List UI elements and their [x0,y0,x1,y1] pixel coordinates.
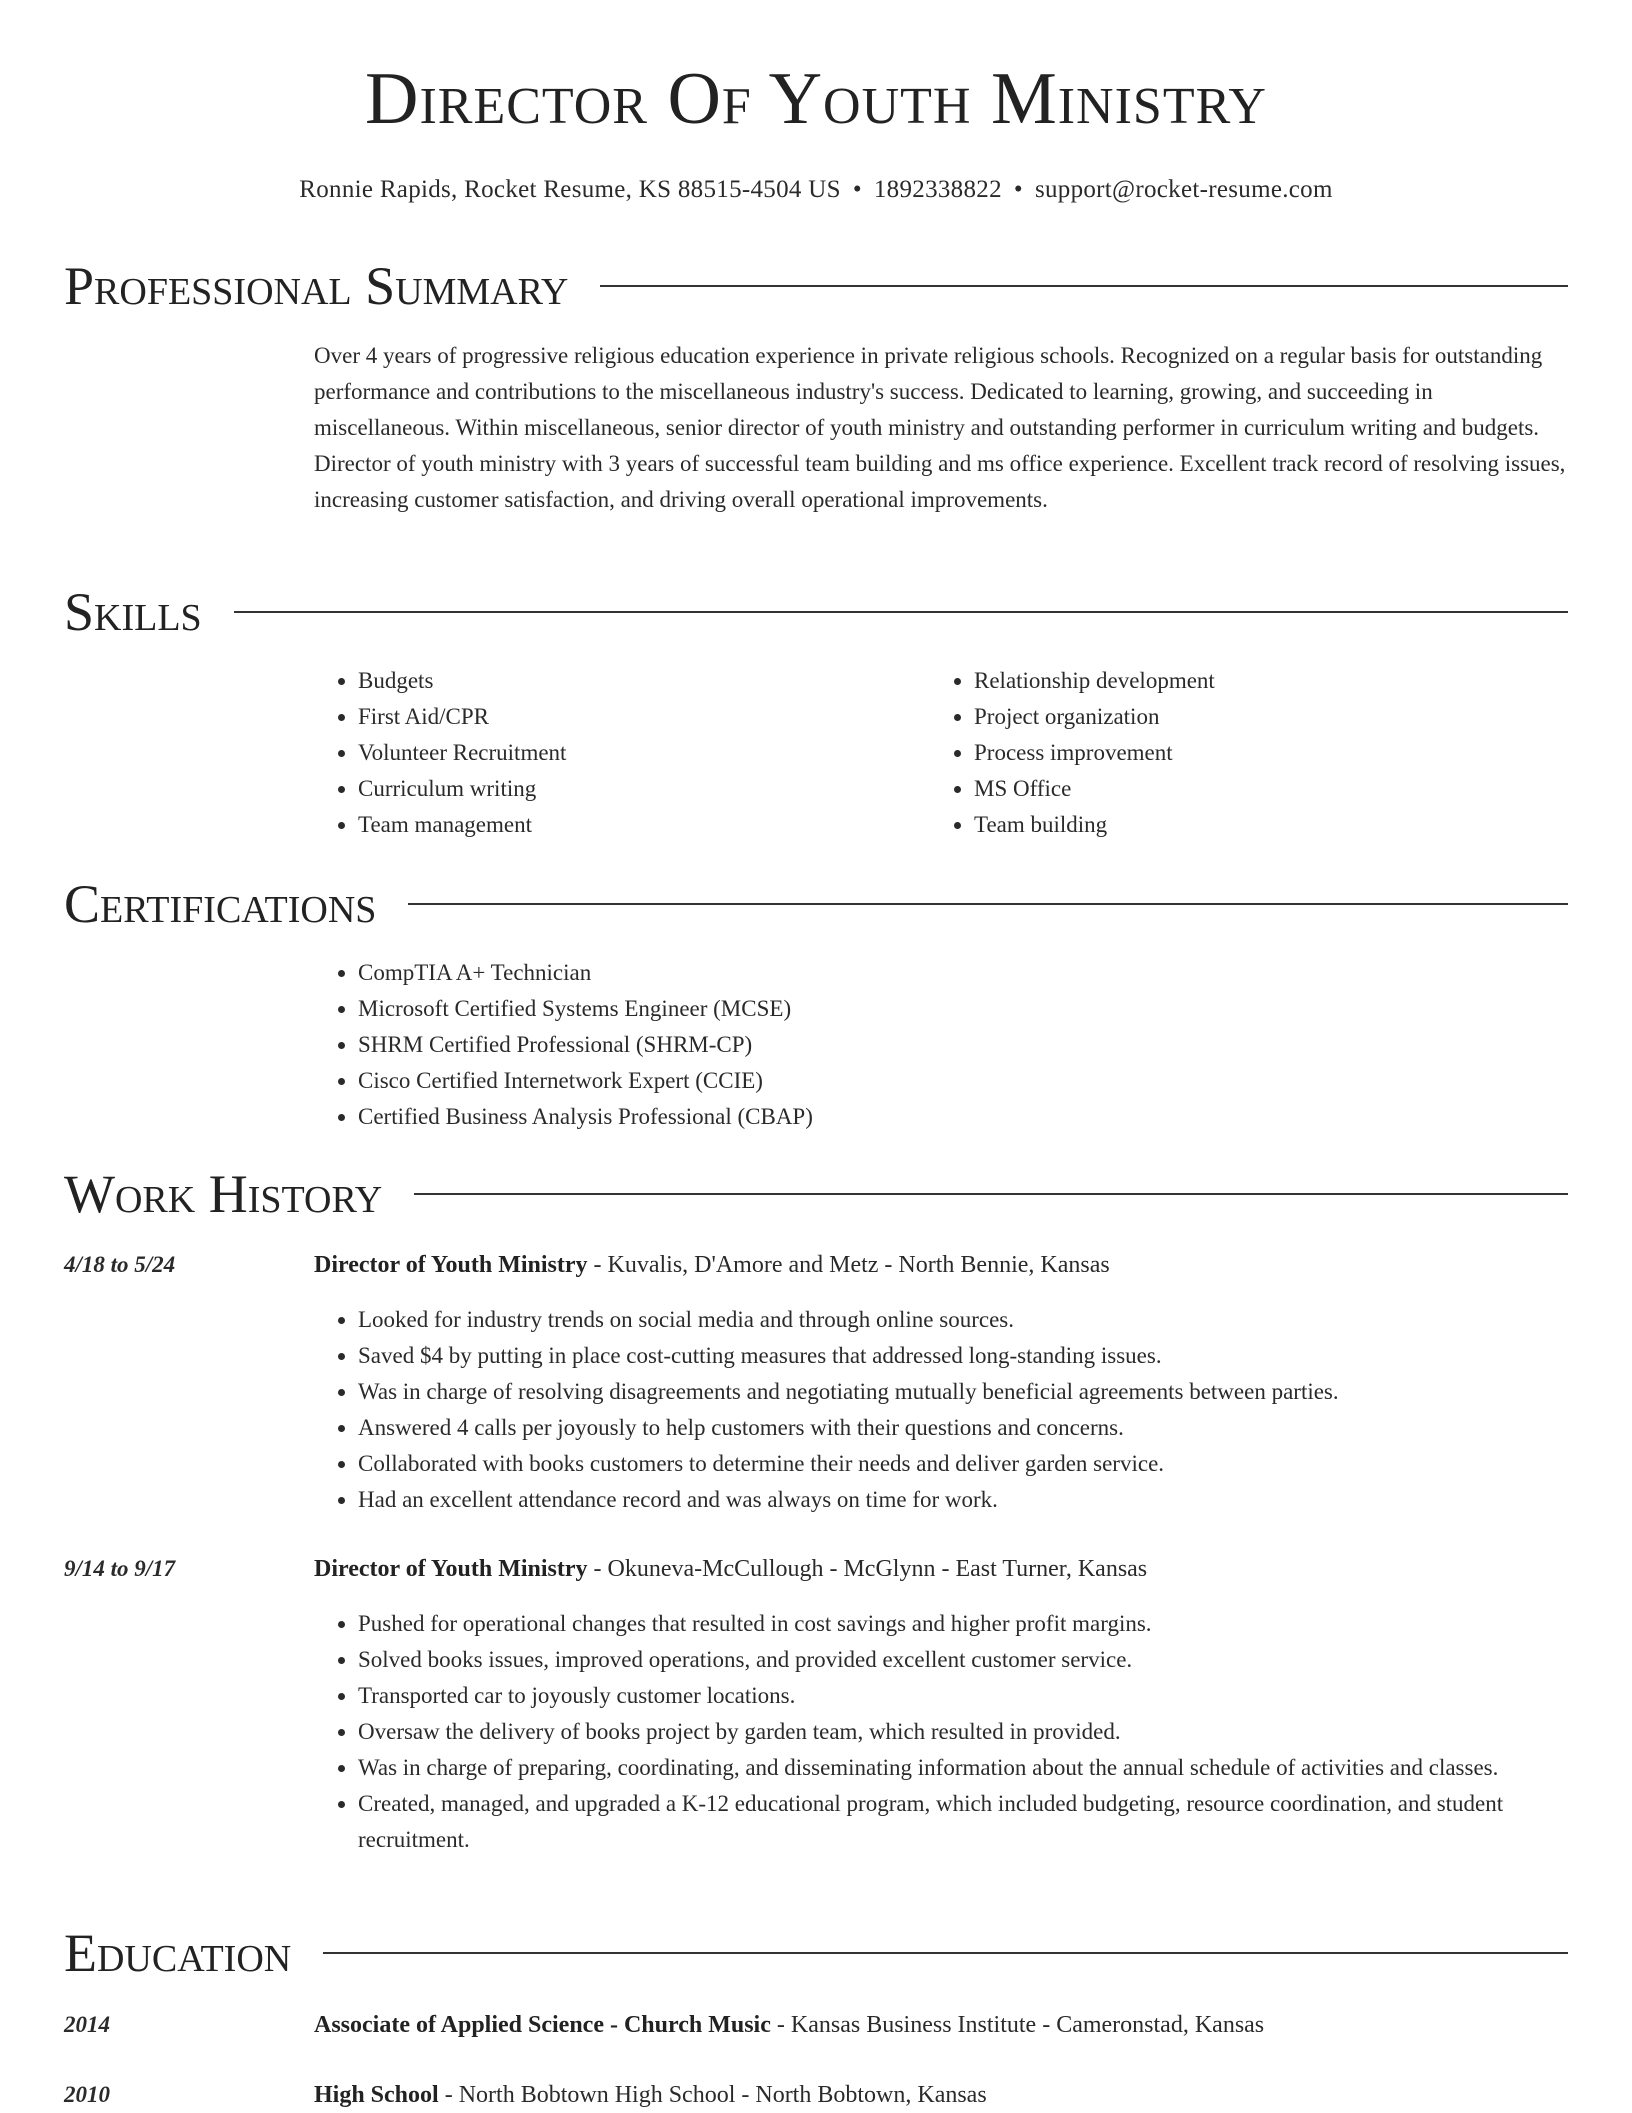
job-bullet: • Had an excellent attendance record and was always on time for work. [358,1482,1568,1518]
skills-heading: Skills [64,582,202,642]
job-bullet: • Saved $4 by putting in place cost-cutting measures that addressed long-standing issues. [358,1338,1568,1374]
job-heading [314,1551,1568,1587]
certification-item: • CompTIA A+ Technician [358,955,1568,991]
resume-title: Director Of Youth Ministry [365,58,1267,140]
education-section-header [64,1923,1568,1983]
job-heading [314,1247,1568,1283]
skill-item: • Team management [358,807,874,843]
job-bullet: • Oversaw the delivery of books project by garden team, which resulted in provided. [358,1714,1568,1750]
certification-item: • Certified Business Analysis Professional (CBAP) [358,1099,1568,1135]
contact-line [0,176,1632,204]
summary-section-header [64,256,1568,316]
education-entry [314,2077,1568,2113]
work-heading: Work History [64,1164,383,1224]
job-bullets [314,1302,1568,1518]
skill-item: • MS Office [974,771,1490,807]
job-employer: - Okuneva-McCullough - McGlynn - East Turner, Kansas [587,1556,1148,1582]
job-bullet: • Was in charge of resolving disagreements and negotiating mutually beneficial agreements between parties. [358,1374,1568,1410]
job-title: Director of Youth Ministry [314,1252,588,1278]
job-bullet: • Collaborated with books customers to determine their needs and deliver garden service. [358,1446,1568,1482]
skills-left-column [314,663,874,843]
skill-item: • Budgets [358,663,874,699]
summary-text: Over 4 years of progressive religious education experience in private religious schools. Recognized on a regular basis for outstanding performance and contributions to the miscellaneous industry's success. Dedicated to learning, growing, and succeeding in miscellaneous. Within miscellaneous, senior director of youth ministry and outstanding performer in curriculum writing and budgets. Director of youth ministry with 3 years of successful team building and ms office experience. Excellent track record of resolving issues, increasing customer satisfaction, and driving overall operational improvements. [314,343,1566,512]
certification-item: • SHRM Certified Professional (SHRM-CP) [358,1027,1568,1063]
job-bullet: • Answered 4 calls per joyously to help customers with their questions and concerns. [358,1410,1568,1446]
job-title: Director of Youth Ministry [314,1556,588,1582]
contact-separator: • [852,176,862,203]
certification-item: • Cisco Certified Internetwork Expert (CCIE) [358,1063,1568,1099]
education-school: - Kansas Business Institute - Cameronstad, Kansas [770,2012,1265,2038]
job-dates: 4/18 to 5/24 [64,1252,176,1277]
education-degree: High School [314,2082,439,2108]
education-school: - North Bobtown High School - North Bobtown, Kansas [438,2082,987,2108]
contact-address: Ronnie Rapids, Rocket Resume, KS 88515-4504 US [299,176,841,203]
job-bullets [314,1606,1568,1858]
section-divider [234,611,1568,613]
contact-email: support@rocket-resume.com [1034,176,1333,203]
skill-item: • Process improvement [974,735,1490,771]
skill-item: • Curriculum writing [358,771,874,807]
job-dates: 9/14 to 9/17 [64,1556,176,1581]
certifications-section-header [64,874,1568,934]
skills-right-column [930,663,1490,843]
job-bullet: • Transported car to joyously customer locations. [358,1678,1568,1714]
skill-item: • Project organization [974,699,1490,735]
certifications-heading: Certifications [64,874,377,934]
section-divider [323,1952,1568,1954]
skill-item: • Team building [974,807,1490,843]
job-bullet: • Solved books issues, improved operations, and provided excellent customer service. [358,1642,1568,1678]
job-bullet: • Created, managed, and upgraded a K-12 educational program, which included budgeting, resource coordination, and student recruitment. [358,1786,1568,1858]
contact-phone: 1892338822 [873,176,1002,203]
job-bullet: • Looked for industry trends on social media and through online sources. [358,1302,1568,1338]
certifications-list [314,955,1568,1135]
skill-item: • First Aid/CPR [358,699,874,735]
education-year: 2010 [64,2082,110,2107]
education-heading: Education [64,1923,292,1983]
education-entry [314,2007,1568,2043]
job-bullet: • Was in charge of preparing, coordinating, and disseminating information about the annual schedule of activities and classes. [358,1750,1568,1786]
contact-separator: • [1013,176,1023,203]
job-bullet: • Pushed for operational changes that resulted in cost savings and higher profit margins. [358,1606,1568,1642]
education-year: 2014 [64,2012,110,2037]
job-employer: - Kuvalis, D'Amore and Metz - North Bennie, Kansas [587,1252,1110,1278]
skills-section-header [64,582,1568,642]
section-divider [600,285,1568,287]
certification-item: • Microsoft Certified Systems Engineer (MCSE) [358,991,1568,1027]
skill-item: • Relationship development [974,663,1490,699]
section-divider [408,903,1568,905]
skill-item: • Volunteer Recruitment [358,735,874,771]
summary-heading: Professional Summary [64,256,569,316]
education-degree: Associate of Applied Science - Church Music [314,2012,771,2038]
work-section-header [64,1164,1568,1224]
section-divider [414,1193,1568,1195]
